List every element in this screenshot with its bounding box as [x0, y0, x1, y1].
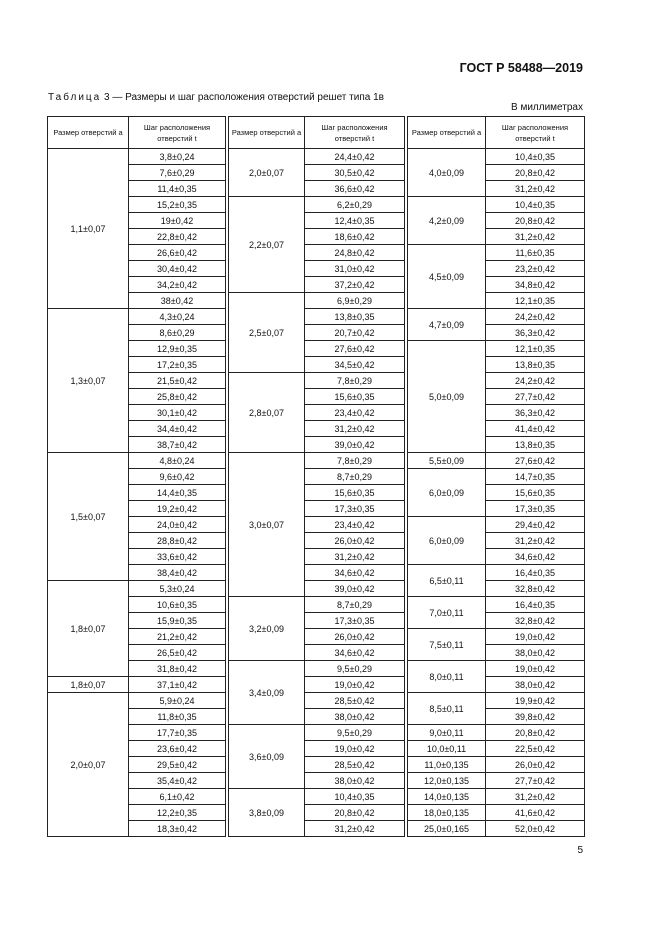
- hole-size-cell: 1,8±0,07: [48, 581, 129, 677]
- hole-pitch-cell: 27,7±0,42: [486, 773, 585, 789]
- table-header-row: [48, 117, 585, 149]
- hole-pitch-cell: 8,7±0,29: [305, 597, 405, 613]
- column-separator: [405, 421, 408, 437]
- hole-pitch-cell: 15,6±0,35: [305, 485, 405, 501]
- hole-size-cell: 7,0±0,11: [408, 597, 486, 629]
- column-separator: [405, 677, 408, 693]
- hole-pitch-cell: 22,5±0,42: [486, 741, 585, 757]
- units-note: В миллиметрах: [511, 102, 583, 113]
- hole-pitch-cell: 41,4±0,42: [486, 421, 585, 437]
- column-separator: [405, 533, 408, 549]
- hole-pitch-cell: 32,8±0,42: [486, 613, 585, 629]
- hole-size-cell: 2,0±0,07: [229, 149, 305, 197]
- hole-pitch-cell: 36,6±0,42: [305, 181, 405, 197]
- hole-pitch-cell: 13,8±0,35: [305, 309, 405, 325]
- caption-text: 3 — Размеры и шаг расположения отверстий решет типа 1в: [104, 92, 384, 103]
- header-cell: Размер отверстий a: [48, 117, 129, 149]
- hole-size-cell: 6,5±0,11: [408, 565, 486, 597]
- column-separator: [405, 293, 408, 309]
- header-cell: Шаг расположения отверстий t: [305, 117, 405, 149]
- hole-pitch-cell: 24,2±0,42: [486, 309, 585, 325]
- table-row: [48, 245, 585, 261]
- hole-pitch-cell: 31,8±0,42: [129, 661, 226, 677]
- table-row: [48, 581, 585, 597]
- hole-size-cell: 2,2±0,07: [229, 197, 305, 293]
- hole-pitch-cell: 20,8±0,42: [486, 165, 585, 181]
- hole-size-cell: 18,0±0,135: [408, 805, 486, 821]
- hole-pitch-cell: 12,1±0,35: [486, 341, 585, 357]
- table-row: [48, 165, 585, 181]
- hole-pitch-cell: 20,8±0,42: [486, 725, 585, 741]
- hole-pitch-cell: 20,7±0,42: [305, 325, 405, 341]
- table-row: [48, 421, 585, 437]
- hole-pitch-cell: 17,3±0,35: [305, 501, 405, 517]
- hole-pitch-cell: 24,4±0,42: [305, 149, 405, 165]
- hole-pitch-cell: 17,2±0,35: [129, 357, 226, 373]
- column-separator: [226, 213, 229, 229]
- hole-pitch-cell: 8,6±0,29: [129, 325, 226, 341]
- column-separator: [226, 677, 229, 693]
- column-separator: [226, 565, 229, 581]
- hole-pitch-cell: 32,8±0,42: [486, 581, 585, 597]
- hole-size-cell: 3,0±0,07: [229, 453, 305, 597]
- hole-pitch-cell: 19,0±0,42: [305, 677, 405, 693]
- hole-pitch-cell: 23,2±0,42: [486, 261, 585, 277]
- hole-pitch-cell: 35,4±0,42: [129, 773, 226, 789]
- column-separator: [405, 485, 408, 501]
- hole-pitch-cell: 11,8±0,35: [129, 709, 226, 725]
- hole-pitch-cell: 19,0±0,42: [486, 661, 585, 677]
- hole-pitch-cell: 14,7±0,35: [486, 469, 585, 485]
- table-row: [48, 661, 585, 677]
- hole-pitch-cell: 15,6±0,35: [305, 389, 405, 405]
- hole-size-cell: 1,1±0,07: [48, 149, 129, 309]
- column-separator: [405, 261, 408, 277]
- table-row: [48, 277, 585, 293]
- column-separator: [226, 437, 229, 453]
- hole-pitch-cell: 15,9±0,35: [129, 613, 226, 629]
- table-row: [48, 197, 585, 213]
- hole-pitch-cell: 13,8±0,35: [486, 437, 585, 453]
- column-separator: [405, 165, 408, 181]
- hole-pitch-cell: 31,2±0,42: [305, 549, 405, 565]
- column-separator: [226, 693, 229, 709]
- table-row: [48, 485, 585, 501]
- column-separator: [226, 181, 229, 197]
- column-separator: [405, 501, 408, 517]
- table-row: [48, 229, 585, 245]
- hole-pitch-cell: 19±0,42: [129, 213, 226, 229]
- table-caption: [48, 92, 384, 103]
- table-row: [48, 181, 585, 197]
- hole-pitch-cell: 13,8±0,35: [486, 357, 585, 373]
- caption-label: Таблица: [48, 92, 102, 103]
- hole-pitch-cell: 31,2±0,42: [486, 533, 585, 549]
- holes-table: [47, 116, 585, 837]
- hole-pitch-cell: 26,0±0,42: [486, 757, 585, 773]
- header-cell: Шаг расположения отверстий t: [486, 117, 585, 149]
- hole-pitch-cell: 26,5±0,42: [129, 645, 226, 661]
- hole-size-cell: 8,5±0,11: [408, 693, 486, 725]
- table-row: [48, 405, 585, 421]
- hole-pitch-cell: 10,4±0,35: [486, 197, 585, 213]
- hole-size-cell: 4,7±0,09: [408, 309, 486, 341]
- table-row: [48, 341, 585, 357]
- hole-pitch-cell: 39,8±0,42: [486, 709, 585, 725]
- hole-pitch-cell: 30,1±0,42: [129, 405, 226, 421]
- hole-pitch-cell: 9,5±0,29: [305, 661, 405, 677]
- column-separator: [405, 213, 408, 229]
- hole-pitch-cell: 4,8±0,24: [129, 453, 226, 469]
- hole-pitch-cell: 11,6±0,35: [486, 245, 585, 261]
- column-separator: [226, 517, 229, 533]
- hole-pitch-cell: 21,2±0,42: [129, 629, 226, 645]
- hole-pitch-cell: 17,3±0,35: [486, 501, 585, 517]
- hole-pitch-cell: 37,1±0,42: [129, 677, 226, 693]
- hole-pitch-cell: 38,0±0,42: [305, 773, 405, 789]
- hole-pitch-cell: 6,1±0,42: [129, 789, 226, 805]
- column-separator: [226, 309, 229, 325]
- table-row: [48, 629, 585, 645]
- hole-pitch-cell: 5,3±0,24: [129, 581, 226, 597]
- hole-size-cell: 4,0±0,09: [408, 149, 486, 197]
- header-cell: Размер отверстий a: [229, 117, 305, 149]
- hole-pitch-cell: 52,0±0,42: [486, 821, 585, 837]
- hole-size-cell: 2,0±0,07: [48, 693, 129, 837]
- hole-size-cell: 3,8±0,09: [229, 789, 305, 837]
- hole-pitch-cell: 18,3±0,42: [129, 821, 226, 837]
- hole-size-cell: 14,0±0,135: [408, 789, 486, 805]
- hole-pitch-cell: 23,4±0,42: [305, 517, 405, 533]
- hole-pitch-cell: 6,9±0,29: [305, 293, 405, 309]
- hole-size-cell: 2,8±0,07: [229, 373, 305, 453]
- hole-size-cell: 6,0±0,09: [408, 517, 486, 565]
- table-row: [48, 293, 585, 309]
- hole-pitch-cell: 16,4±0,35: [486, 565, 585, 581]
- hole-pitch-cell: 10,4±0,35: [305, 789, 405, 805]
- table-row: [48, 501, 585, 517]
- hole-size-cell: 25,0±0,165: [408, 821, 486, 837]
- column-separator: [405, 181, 408, 197]
- hole-pitch-cell: 9,6±0,42: [129, 469, 226, 485]
- hole-pitch-cell: 28,5±0,42: [305, 693, 405, 709]
- hole-size-cell: 6,0±0,09: [408, 469, 486, 517]
- column-separator: [405, 277, 408, 293]
- hole-pitch-cell: 34,6±0,42: [305, 565, 405, 581]
- hole-pitch-cell: 10,4±0,35: [486, 149, 585, 165]
- hole-pitch-cell: 29,4±0,42: [486, 517, 585, 533]
- column-separator: [405, 405, 408, 421]
- column-separator: [226, 549, 229, 565]
- hole-pitch-cell: 3,8±0,24: [129, 149, 226, 165]
- hole-pitch-cell: 38±0,42: [129, 293, 226, 309]
- table-row: [48, 261, 585, 277]
- hole-pitch-cell: 39,0±0,42: [305, 437, 405, 453]
- header-cell: Шаг расположения отверстий t: [129, 117, 226, 149]
- hole-pitch-cell: 31,2±0,42: [486, 229, 585, 245]
- hole-pitch-cell: 27,7±0,42: [486, 389, 585, 405]
- header-cell: Размер отверстий a: [408, 117, 486, 149]
- hole-pitch-cell: 16,4±0,35: [486, 597, 585, 613]
- column-separator: [226, 341, 229, 357]
- hole-pitch-cell: 7,6±0,29: [129, 165, 226, 181]
- column-separator: [226, 485, 229, 501]
- table-row: [48, 549, 585, 565]
- hole-size-cell: 12,0±0,135: [408, 773, 486, 789]
- table-row: [48, 213, 585, 229]
- column-separator: [226, 581, 229, 597]
- hole-size-cell: 5,5±0,09: [408, 453, 486, 469]
- column-separator: [226, 277, 229, 293]
- hole-pitch-cell: 36,3±0,42: [486, 405, 585, 421]
- table-row: [48, 149, 585, 165]
- table-row: [48, 693, 585, 709]
- hole-pitch-cell: 37,2±0,42: [305, 277, 405, 293]
- hole-pitch-cell: 38,7±0,42: [129, 437, 226, 453]
- table-row: [48, 469, 585, 485]
- hole-pitch-cell: 41,6±0,42: [486, 805, 585, 821]
- hole-size-cell: 10,0±0,11: [408, 741, 486, 757]
- hole-pitch-cell: 12,2±0,35: [129, 805, 226, 821]
- hole-pitch-cell: 11,4±0,35: [129, 181, 226, 197]
- hole-pitch-cell: 24,8±0,42: [305, 245, 405, 261]
- table-row: [48, 725, 585, 741]
- hole-pitch-cell: 34,8±0,42: [486, 277, 585, 293]
- hole-pitch-cell: 19,2±0,42: [129, 501, 226, 517]
- column-separator: [226, 165, 229, 181]
- column-separator: [226, 389, 229, 405]
- hole-pitch-cell: 28,8±0,42: [129, 533, 226, 549]
- column-separator: [226, 421, 229, 437]
- hole-pitch-cell: 24,2±0,42: [486, 373, 585, 389]
- table-row: [48, 517, 585, 533]
- hole-pitch-cell: 23,4±0,42: [305, 405, 405, 421]
- hole-size-cell: 3,6±0,09: [229, 725, 305, 789]
- hole-pitch-cell: 34,5±0,42: [305, 357, 405, 373]
- hole-pitch-cell: 30,4±0,42: [129, 261, 226, 277]
- column-separator: [405, 389, 408, 405]
- hole-size-cell: 1,5±0,07: [48, 453, 129, 581]
- table-row: [48, 757, 585, 773]
- hole-pitch-cell: 38,0±0,42: [486, 645, 585, 661]
- hole-pitch-cell: 9,5±0,29: [305, 725, 405, 741]
- table-row: [48, 597, 585, 613]
- table-row: [48, 677, 585, 693]
- hole-size-cell: 9,0±0,11: [408, 725, 486, 741]
- hole-pitch-cell: 12,1±0,35: [486, 293, 585, 309]
- hole-pitch-cell: 26,6±0,42: [129, 245, 226, 261]
- table-row: [48, 709, 585, 725]
- column-separator: [226, 629, 229, 645]
- standard-number: ГОСТ Р 58488—2019: [459, 61, 583, 75]
- hole-pitch-cell: 10,6±0,35: [129, 597, 226, 613]
- hole-pitch-cell: 31,2±0,42: [486, 181, 585, 197]
- column-separator: [226, 709, 229, 725]
- column-separator: [405, 437, 408, 453]
- hole-pitch-cell: 28,5±0,42: [305, 757, 405, 773]
- table-row: [48, 373, 585, 389]
- column-separator: [405, 581, 408, 597]
- hole-pitch-cell: 38,4±0,42: [129, 565, 226, 581]
- column-separator: [226, 533, 229, 549]
- hole-pitch-cell: 7,8±0,29: [305, 373, 405, 389]
- hole-pitch-cell: 18,6±0,42: [305, 229, 405, 245]
- hole-pitch-cell: 31,2±0,42: [305, 821, 405, 837]
- column-separator: [226, 325, 229, 341]
- table-row: [48, 645, 585, 661]
- hole-pitch-cell: 20,8±0,42: [486, 213, 585, 229]
- column-separator: [226, 821, 229, 837]
- hole-pitch-cell: 34,2±0,42: [129, 277, 226, 293]
- hole-pitch-cell: 21,5±0,42: [129, 373, 226, 389]
- table-row: [48, 357, 585, 373]
- column-separator: [226, 501, 229, 517]
- column-separator: [226, 469, 229, 485]
- hole-size-cell: 7,5±0,11: [408, 629, 486, 661]
- hole-pitch-cell: 19,9±0,42: [486, 693, 585, 709]
- hole-size-cell: 3,2±0,09: [229, 597, 305, 661]
- hole-size-cell: 5,0±0,09: [408, 341, 486, 453]
- column-separator: [226, 757, 229, 773]
- column-separator: [405, 709, 408, 725]
- column-separator: [405, 645, 408, 661]
- hole-pitch-cell: 23,6±0,42: [129, 741, 226, 757]
- hole-pitch-cell: 4,3±0,24: [129, 309, 226, 325]
- hole-pitch-cell: 12,4±0,35: [305, 213, 405, 229]
- table-row: [48, 805, 585, 821]
- page-number: 5: [577, 845, 583, 856]
- hole-pitch-cell: 26,0±0,42: [305, 533, 405, 549]
- hole-pitch-cell: 17,7±0,35: [129, 725, 226, 741]
- hole-pitch-cell: 17,3±0,35: [305, 613, 405, 629]
- hole-pitch-cell: 14,4±0,35: [129, 485, 226, 501]
- table-row: [48, 773, 585, 789]
- hole-size-cell: 2,5±0,07: [229, 293, 305, 373]
- hole-pitch-cell: 38,0±0,42: [305, 709, 405, 725]
- hole-pitch-cell: 31,2±0,42: [305, 421, 405, 437]
- hole-pitch-cell: 29,5±0,42: [129, 757, 226, 773]
- hole-pitch-cell: 33,6±0,42: [129, 549, 226, 565]
- hole-size-cell: 8,0±0,11: [408, 661, 486, 693]
- hole-pitch-cell: 30,5±0,42: [305, 165, 405, 181]
- hole-size-cell: 1,8±0,07: [48, 677, 129, 693]
- hole-pitch-cell: 19,0±0,42: [305, 741, 405, 757]
- column-separator: [405, 373, 408, 389]
- hole-pitch-cell: 25,8±0,42: [129, 389, 226, 405]
- hole-size-cell: 11,0±0,135: [408, 757, 486, 773]
- hole-pitch-cell: 34,6±0,42: [305, 645, 405, 661]
- column-separator: [405, 229, 408, 245]
- hole-pitch-cell: 34,4±0,42: [129, 421, 226, 437]
- table-row: [48, 821, 585, 837]
- hole-pitch-cell: 27,6±0,42: [486, 453, 585, 469]
- hole-pitch-cell: 8,7±0,29: [305, 469, 405, 485]
- column-separator: [405, 549, 408, 565]
- table-row: [48, 453, 585, 469]
- table-row: [48, 789, 585, 805]
- column-separator: [226, 645, 229, 661]
- hole-pitch-cell: 27,6±0,42: [305, 341, 405, 357]
- hole-size-cell: 4,5±0,09: [408, 245, 486, 309]
- table-row: [48, 741, 585, 757]
- hole-pitch-cell: 19,0±0,42: [486, 629, 585, 645]
- hole-pitch-cell: 20,8±0,42: [305, 805, 405, 821]
- table-row: [48, 533, 585, 549]
- hole-size-cell: 3,4±0,09: [229, 661, 305, 725]
- hole-size-cell: 1,3±0,07: [48, 309, 129, 453]
- column-separator: [226, 261, 229, 277]
- hole-pitch-cell: 15,2±0,35: [129, 197, 226, 213]
- table-row: [48, 309, 585, 325]
- hole-pitch-cell: 5,9±0,24: [129, 693, 226, 709]
- hole-pitch-cell: 15,6±0,35: [486, 485, 585, 501]
- hole-pitch-cell: 22,8±0,42: [129, 229, 226, 245]
- column-separator: [405, 325, 408, 341]
- hole-pitch-cell: 31,0±0,42: [305, 261, 405, 277]
- column-separator: [226, 229, 229, 245]
- table-row: [48, 565, 585, 581]
- table-row: [48, 613, 585, 629]
- hole-pitch-cell: 12,9±0,35: [129, 341, 226, 357]
- table-row: [48, 325, 585, 341]
- hole-pitch-cell: 6,2±0,29: [305, 197, 405, 213]
- column-separator: [405, 357, 408, 373]
- column-separator: [226, 805, 229, 821]
- hole-pitch-cell: 31,2±0,42: [486, 789, 585, 805]
- hole-pitch-cell: 38,0±0,42: [486, 677, 585, 693]
- column-separator: [226, 357, 229, 373]
- column-separator: [226, 613, 229, 629]
- column-separator: [226, 405, 229, 421]
- hole-pitch-cell: 24,0±0,42: [129, 517, 226, 533]
- hole-pitch-cell: 7,8±0,29: [305, 453, 405, 469]
- column-separator: [405, 613, 408, 629]
- hole-pitch-cell: 26,0±0,42: [305, 629, 405, 645]
- column-separator: [226, 245, 229, 261]
- table-row: [48, 389, 585, 405]
- hole-size-cell: 4,2±0,09: [408, 197, 486, 245]
- column-separator: [226, 741, 229, 757]
- column-separator: [226, 773, 229, 789]
- hole-pitch-cell: 36,3±0,42: [486, 325, 585, 341]
- hole-pitch-cell: 34,6±0,42: [486, 549, 585, 565]
- hole-pitch-cell: 39,0±0,42: [305, 581, 405, 597]
- table-row: [48, 437, 585, 453]
